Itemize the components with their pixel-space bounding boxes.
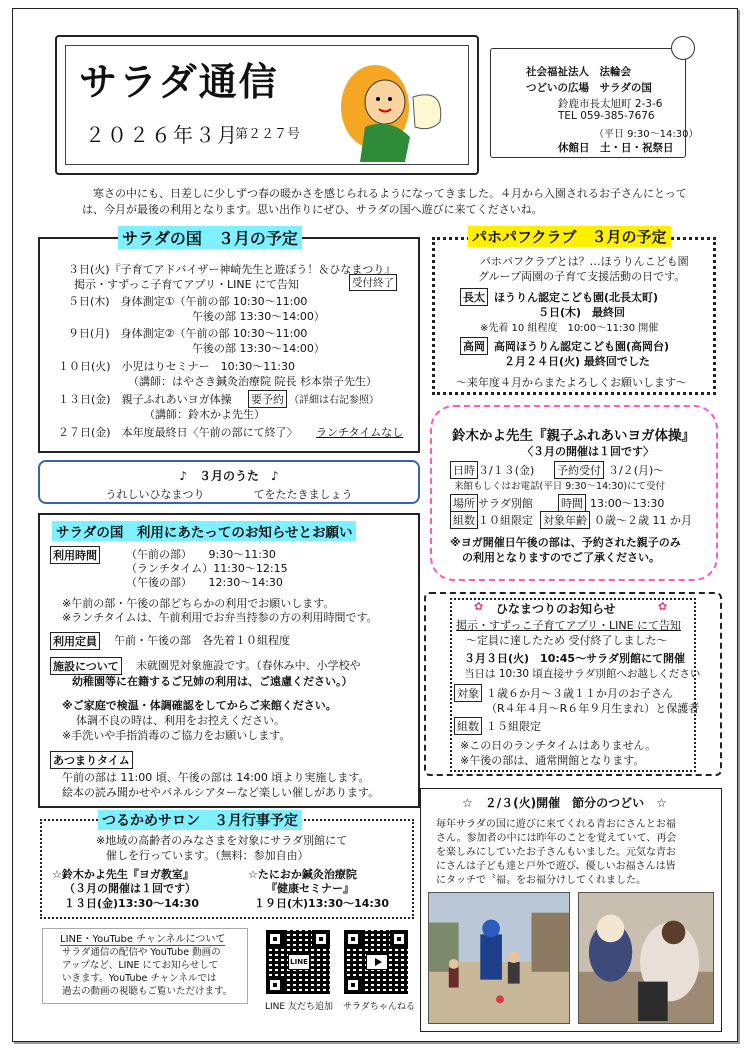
line-qr-label: LINE 友だち追加 <box>265 1002 333 1012</box>
schedule-item-5-pm: 午後の部 13:30〜14:00） <box>192 310 325 323</box>
yoga-reserve-tag: 予約受付 <box>554 461 604 479</box>
hina-heading: ひなまつりのお知らせ <box>496 602 616 616</box>
schedule-item-10-lecturer: （講師：はやさき鍼灸治療院 院長 杉本崇子先生） <box>128 375 377 388</box>
schedule-item-5: ５日(木) 身体測定①（午前の部 10:30〜11:00 <box>68 295 308 308</box>
yoga-date-tag: 日時 <box>450 461 478 479</box>
facility-text-1: 未就園児対象施設です。（春休み中、小学校や <box>136 659 361 672</box>
hina-date: ３月３日(火) 10:45〜サラダ別館にて開催 <box>464 652 685 665</box>
nagao-date: ５日(木) 最終回 <box>538 306 626 319</box>
hours-note-2: ※ランチタイムは、午前利用でお弁当持参の方の利用時間です。 <box>62 611 378 624</box>
song-title: ♪ ３月のうた ♪ <box>179 469 279 483</box>
takaoka-date: ２月２４日(火) 最終回でした <box>504 355 650 368</box>
phone: TEL 059-385-7676 <box>558 110 655 122</box>
no-lunch-note: ランチタイムなし <box>316 426 404 439</box>
salon-yoga-date: １３日(金)13:30〜14:30 <box>64 897 200 910</box>
health-note-2: 体調不良の時は、利用をお控えください。 <box>76 714 285 727</box>
notice-heading: サラダの国 利用にあたってのお知らせとお願い <box>52 521 356 541</box>
setsubun-body-5: にタッチで〝福〟をお福分けしてくれました。 <box>436 875 646 886</box>
closed-badge: 受付終了 <box>349 274 397 291</box>
setsubun-photo-outdoor <box>428 892 570 1024</box>
capacity-text: 午前・午後の部 各先着１０組程度 <box>114 634 290 647</box>
nagao-name: ほうりん認定こども園(北長太町) <box>494 291 659 304</box>
setsubun-heading: ☆ ２/３(火)開催 節分のつどい ☆ <box>462 796 667 810</box>
yoga-age: ０歳〜２歳 11 か月 <box>594 514 692 527</box>
facility-text-2: 幼稚園等に在籍するご兄姉の利用は、ご遠慮ください。） <box>72 675 353 688</box>
issue-date: ２０２６年３月 <box>85 123 239 147</box>
sns-body-3: いきます。YouTube チャンネルでは <box>62 973 217 984</box>
salon-seminar-title: 『健康セミナー』 <box>266 882 354 895</box>
title-banner <box>55 35 479 175</box>
intro-text: 寒さの中にも、日差しに少しずつ春の暖かさを感じられるようになってきました。４月から入園されるお子さんにとっては、今月が最後の利用となります。思い出作りにぜひ、サラダの国へ遊びに来てくださいね。 <box>82 187 687 216</box>
gather-text-1: 午前の部は 11:00 頃、午後の部は 14:00 頃より実施します。 <box>62 771 370 784</box>
hina-target-2: （R４年４月〜R６年９月生まれ）と保護者 <box>486 702 700 715</box>
hours-pm: （午後の部） 12:30〜14:30 <box>126 576 283 589</box>
yoga-reserve-note: 来館もしくはお電話(平日 9:30〜14:30)にて受付 <box>454 481 666 492</box>
schedule-item-9-pm: 午後の部 13:30〜14:00） <box>192 342 325 355</box>
yoga-date: ３/１３(金) <box>478 464 535 477</box>
hina-gather: 当日は 10:30 頃直接サラダ別館へお越しください <box>464 668 701 680</box>
capacity-label: 利用定員 <box>50 632 100 650</box>
hours-label: 利用時間 <box>50 546 100 564</box>
yoga-sub: 〈３月の開催は１回です〉 <box>522 445 654 458</box>
hina-note-1: ※この日のランチタイムはありません。 <box>460 739 657 752</box>
yoga-note-2: の利用となりますのでご了承ください。 <box>462 551 660 564</box>
yoga-groups: １０組限定 <box>478 514 533 527</box>
yoga-note-1: ※ヨガ開催日午後の部は、予約された親子のみ <box>450 536 681 549</box>
takaoka-name: 高岡ほうりん認定こども園(高岡台) <box>494 340 670 353</box>
salon-intro-1: ※地域の高齢者のみなさまを対象にサラダ別館にて <box>96 834 348 847</box>
setsubun-body-3: を楽しみにしていたお子さんもいました。元気な青お <box>436 847 676 858</box>
pakupaku-footer: 〜来年度４月からまたよろしくお願いします〜 <box>456 376 687 389</box>
schedule-item-13: １３日(金) 親子ふれあいヨガ体操 <box>58 393 232 406</box>
yoga-place-tag: 場所 <box>450 494 478 512</box>
yoga-reserve: ３/２(月)〜 <box>608 464 665 477</box>
yoga-groups-tag: 組数 <box>450 511 478 529</box>
issue-number: 第２２７号 <box>235 127 301 142</box>
salon-seminar-host: ☆たにおか鍼灸治療院 <box>248 868 357 881</box>
reservation-required-badge: 要予約 <box>248 390 287 408</box>
gather-text-2: 絵本の読み聞かせやパネルシアターなど楽しい催しがあります。 <box>62 786 380 799</box>
hina-groups: １５組限定 <box>486 720 541 733</box>
flower-icon-right: ✿ <box>658 600 668 613</box>
schedule-item-3: ３日(火)『子育てアドバイザー神崎先生と遊ぼう！＆ひなまつり』 <box>68 263 396 276</box>
setsubun-body-2: さん。参加者の中には昨年のことを覚えていて、再会 <box>436 833 677 844</box>
facility-name: つどいの広場 サラダの国 <box>526 82 652 94</box>
hours: （平日 9:30〜14:30） <box>594 129 699 140</box>
hina-note-2: ※午後の部は、通常開館となります。 <box>460 754 645 767</box>
sns-body-2: アップなど、LINE にてお知らせして <box>62 960 219 971</box>
hina-announce: 掲示・すずっこ子育てアプリ・LINE にて告知 <box>456 619 682 632</box>
flower-icon-left: ✿ <box>474 600 484 613</box>
line-icon: LINE <box>288 954 310 970</box>
schedule-item-10: １０日(火) 小児はりセミナー 10:30〜11:30 <box>58 360 295 373</box>
yoga-time: 13:00〜13:30 <box>590 497 665 510</box>
schedule-heading: サラダの国 ３月の予定 <box>118 226 302 249</box>
pakupaku-heading: パホパフクラブ ３月の予定 <box>468 226 671 247</box>
facility-label: 施設について <box>50 657 122 675</box>
song-2: てをたたきましょう <box>253 488 353 501</box>
schedule-item-13-detail: （詳細は右記参照） <box>289 395 379 406</box>
sns-title: LINE・YouTube チャンネルについて <box>60 930 225 946</box>
hours-note-1: ※午前の部・午後の部どちらかの利用でお願いします。 <box>62 597 335 610</box>
yoga-heading: 鈴木かよ先生『親子ふれあいヨガ体操』 <box>452 428 695 444</box>
organization-info <box>490 36 699 156</box>
setsubun-body-4: にさんは子ども達と戸外で遊び、優しいお福さんは皆 <box>436 861 676 872</box>
youtube-icon <box>366 954 388 970</box>
song-1: うれしいひなまつり <box>105 488 205 501</box>
youtube-qr-code[interactable] <box>344 930 408 994</box>
hina-sub: 〜定員に達したため 受付終了しました〜 <box>466 634 668 647</box>
setsubun-photo-okame <box>578 892 714 1024</box>
pakupaku-intro-1: パホパフクラブとは？…ほうりんこども園 <box>480 255 689 268</box>
nagao-note: ※先着 10 組程度 10:00〜11:30 開催 <box>480 323 659 334</box>
salon-yoga-title: ☆鈴木かよ先生『ヨガ教室』 <box>52 868 194 881</box>
health-note-1: ※ご家庭で検温・体調確認をしてからご来館ください。 <box>62 699 337 712</box>
closed-days: 休館日 土・日・祝祭日 <box>558 142 674 154</box>
schedule-item-13-lecturer: （講師：鈴木かよ先生） <box>144 408 265 421</box>
schedule-item-27: ２７日(金) 本年度最終日〈午前の部にて終了〉 <box>58 426 298 439</box>
yoga-place: サラダ別館 <box>478 497 533 510</box>
takaoka-tag: 高岡 <box>460 337 488 355</box>
salon-yoga-note: （３月の開催は１回です） <box>64 882 196 895</box>
newsletter-title: サラダ通信 <box>79 60 279 104</box>
hours-am: （午前の部） 9:30〜11:30 <box>126 548 276 561</box>
hina-target-1: １歳６か月〜３歳１１か月のお子さん <box>486 687 673 700</box>
yoga-age-tag: 対象年齢 <box>540 511 590 529</box>
hina-target-tag: 対象 <box>454 684 482 702</box>
pakupaku-intro-2: グループ両園の子育て支援活動の日です。 <box>478 270 686 283</box>
health-note-3: ※手洗いや手指消毒のご協力をお願いします。 <box>62 729 291 742</box>
song-box <box>38 460 420 504</box>
hours-lunch: （ランチタイム）11:30〜12:15 <box>126 562 288 575</box>
angel-mascot-illustration <box>335 57 450 162</box>
hina-groups-tag: 組数 <box>454 717 482 735</box>
salon-intro-2: 催しを行っています。（無料：参加自由） <box>106 849 309 862</box>
nagao-tag: 長太 <box>460 288 488 306</box>
youtube-qr-label: サラダちゃんねる <box>343 1002 415 1012</box>
salon-seminar-date: １９日(木)13:30〜14:30 <box>254 897 390 910</box>
setsubun-body-1: 毎年サラダの国に遊びに来てくれる青おにさんとお福 <box>436 819 676 830</box>
gather-label: あつまりタイム <box>50 751 133 769</box>
sns-body-4: 過去の動画の視聴もご覧いただけます。 <box>62 986 233 997</box>
yoga-time-tag: 時間 <box>558 494 586 512</box>
salon-heading: つるかめサロン ３月行事予定 <box>98 810 302 830</box>
line-qr-code[interactable] <box>266 930 330 994</box>
schedule-item-9: ９日(月) 身体測定②（午前の部 10:30〜11:00 <box>68 327 308 340</box>
org-name: 社会福祉法人 法輪会 <box>526 66 631 78</box>
schedule-item-3-note: 掲示・すずっこ子育てアプリ・LINE にて告知 <box>74 278 300 291</box>
sns-body-1: サラダ通信の配信や YouTube 動画の <box>62 947 221 958</box>
address: 鈴鹿市長太旭町 2-3-6 <box>558 98 663 110</box>
